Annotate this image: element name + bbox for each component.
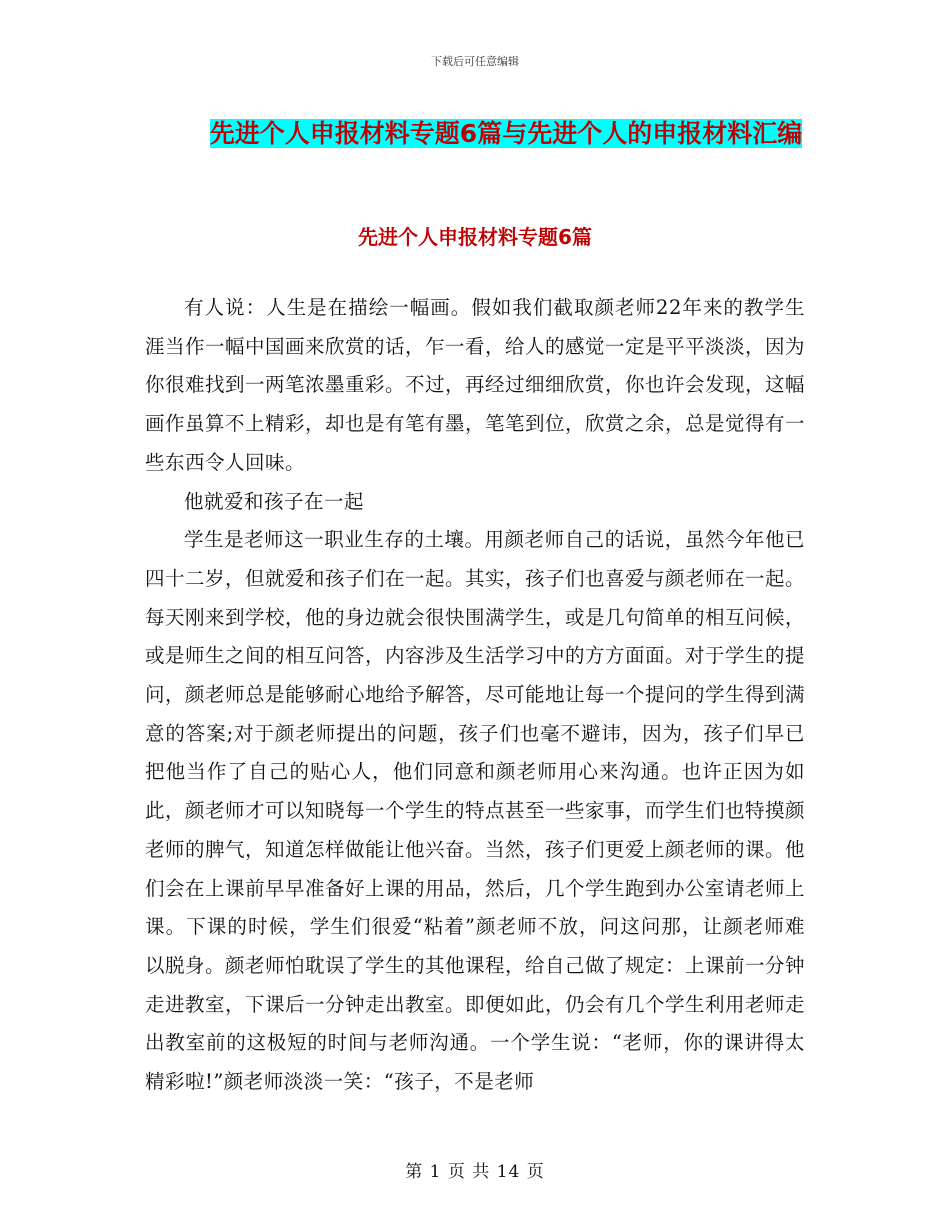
paragraph-main: 学生是老师这一职业生存的土壤。用颜老师自己的话说，虽然今年他已四十二岁，但就爱和孩子们在一起。其实，孩子们也喜爱与颜老师在一起。每天刚来到学校，他的身边就会很快围满学生，或是几句简单的相互问候，或是师生之间的相互问答，内容涉及生活学习中的方方面面。对于学生的提问，颜老师总是能够耐心地给予解答，尽可能地让每一个提问的学生得到满意的答案;对于颜老师提出的问题，孩子们也毫不避讳，因为，孩子们早已把他当作了自己的贴心人，他们同意和颜老师用心来沟通。也许正因为如此，颜老师才可以知晓每一个学生的特点甚至一些家事，而学生们也特摸颜老师的脾气，知道怎样做能让他兴奋。当然，孩子们更爱上颜老师的课。他们会在上课前早早准备好上课的用品，然后，几个学生跑到办公室请老师上课。下课的时候，学生们很爱“粘着”颜老师不放，问这问那，让颜老师难以脱身。颜老师怕耽误了学生的其他课程，给自己做了规定：上课前一分钟走进教室，下课后一分钟走出教室。即便如此，仍会有几个学生利用老师走出教室前的这极短的时间与老师沟通。一个学生说：“老师，你的课讲得太精彩啦!”颜老师淡淡一笑：“孩子，不是老师	[145, 528, 806, 1094]
page-footer: 第 1 页 共 14 页	[405, 1162, 545, 1182]
page-header-note: 下载后可任意编辑	[431, 55, 519, 68]
paragraph-intro: 有人说：人生是在描绘一幅画。假如我们截取颜老师22年来的教学生涯当作一幅中国画来欣赏的话，乍一看，给人的感觉一定是平平淡淡，因为你很难找到一两笔浓墨重彩。不过，再经过细细欣赏，你也许会发现，这幅画作虽算不上精彩，却也是有笔有墨，笔笔到位，欣赏之余，总是觉得有一些东西令人回味。	[145, 296, 806, 474]
document-title	[196, 112, 816, 155]
paragraph-heading: 他就爱和孩子在一起	[184, 489, 365, 513]
document-title-text: 先进个人申报材料专题6篇与先进个人的申报材料汇编	[209, 119, 803, 148]
body-text	[145, 289, 805, 1102]
section-subtitle: 先进个人申报材料专题6篇	[358, 225, 592, 249]
